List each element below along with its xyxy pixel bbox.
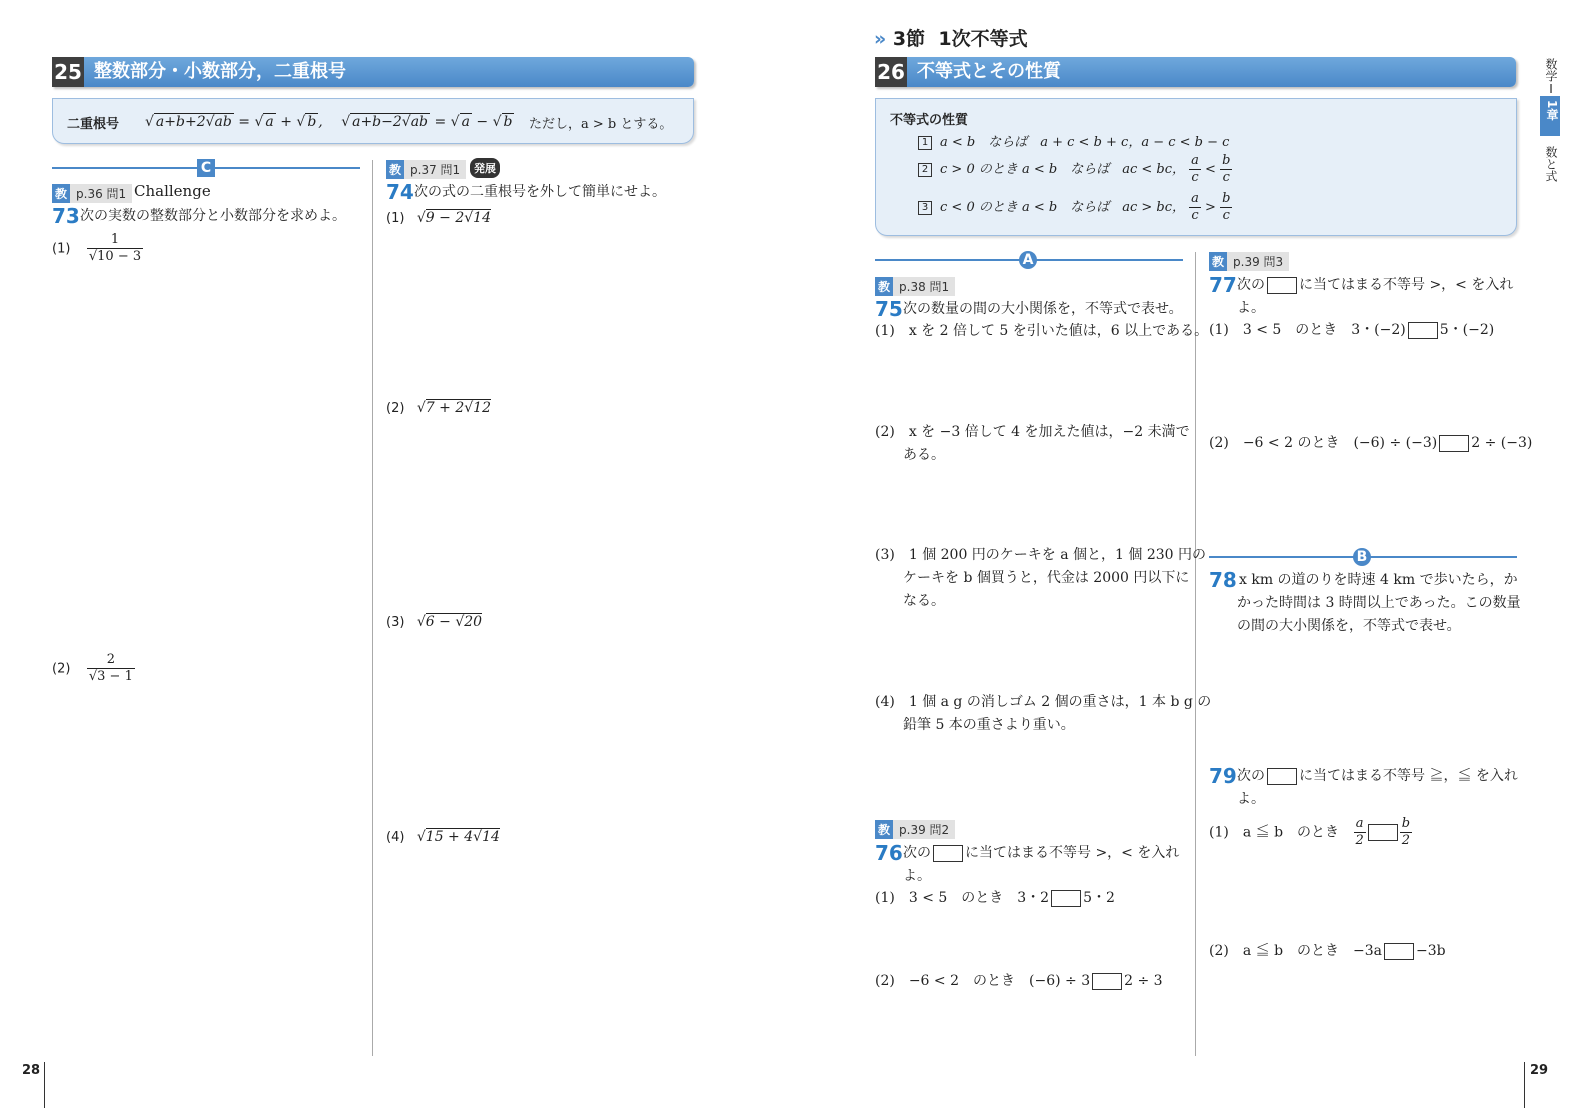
side-subject: 数学Ⅰ [1544, 58, 1558, 96]
q79-number: 79 [1209, 764, 1237, 788]
q78-line3: の間の大小関係を，不等式で表せ。 [1237, 618, 1461, 634]
property-3: 3 c < 0 のとき a < b ならば ac > bc， $\frac{a}{c}$ > $\frac{b}{c}$ [918, 191, 1232, 224]
q77-text: 次の に当てはまる不等号 >，< を入れ [1237, 277, 1514, 293]
q79-text-cont: よ。 [1237, 791, 1265, 807]
section-number: 25 [52, 57, 84, 87]
q77-sub1: (1) 3 < 5 のとき 3・(−2) 5・(−2) [1209, 322, 1495, 338]
q78-line2: かった時間は 3 時間以上であった。この数量 [1237, 595, 1521, 611]
properties-box [875, 98, 1517, 236]
page-number-left: 28 [22, 1063, 41, 1078]
q79-text: 次の に当てはまる不等号 ≧，≦ を入れ [1237, 768, 1518, 784]
q77-ref: 教 p.39 問3 [1209, 252, 1289, 271]
section-number: 26 [875, 57, 907, 87]
q77-text-cont: よ。 [1237, 300, 1265, 316]
q75-sub1: (1) x を 2 倍して 5 を引いた値は，6 以上である。 [875, 323, 1209, 339]
q74-text: 次の式の二重根号を外して簡単にせよ。 [414, 184, 666, 200]
q74-sub2: (2) √7 + 2√12 [386, 400, 491, 416]
q76-text: 次の に当てはまる不等号 >，< を入れ [903, 845, 1180, 861]
page-edge-left [44, 1062, 45, 1108]
q76-number: 76 [875, 841, 903, 865]
q73-sub1: (1) $\frac{1}{√10 - 3}$ [52, 232, 142, 264]
q75-sub3a: (3) 1 個 200 円のケーキを a 個と，1 個 230 円の [875, 547, 1207, 563]
level-c-badge: C [197, 159, 215, 177]
q74-number: 74 [386, 180, 414, 204]
q76-ref: 教 p.39 問2 [875, 820, 955, 839]
chapter-header: » 3節 1次不等式 [874, 28, 1028, 50]
property-1: 1 a < b ならば a + c < b + c，a − c < b − c [918, 131, 1229, 150]
q74-advanced-badge: 発展 [470, 158, 500, 178]
formula-expression: √ a+b+2√ab = √ a + √ b , √ a+b−2√ab = √ a − √ b [145, 114, 513, 130]
q73-sub2: (2) $\frac{2}{√3 - 1}$ [52, 652, 133, 684]
q75-text: 次の数量の間の大小関係を，不等式で表せ。 [903, 301, 1183, 317]
level-a-badge: A [1019, 251, 1037, 269]
property-2: 2 c > 0 のとき a < b ならば ac < bc， $\frac{a}{c}$ < $\frac{b}{c}$ [918, 153, 1232, 186]
q76-sub1: (1) 3 < 5 のとき 3・2 5・2 [875, 890, 1115, 906]
formula-box [52, 98, 694, 144]
q74-sub3: (3) √6 − √20 [386, 614, 483, 630]
q73-tag: Challenge [134, 182, 211, 200]
q77-number: 77 [1209, 273, 1237, 297]
q78-line1: x km の道のりを時速 4 km で歩いたら，か [1239, 572, 1518, 588]
formula-note: ただし，a > b とする。 [529, 117, 673, 132]
q75-ref: 教 p.38 問1 [875, 277, 955, 296]
q76-sub2: (2) −6 < 2 のとき (−6) ÷ 3 2 ÷ 3 [875, 973, 1163, 989]
section-25-bar [52, 57, 694, 87]
q74-ref: 教 p.37 問1 [386, 160, 466, 179]
side-chapter-name: 数と式 [1544, 146, 1558, 182]
column-divider [1195, 252, 1196, 1056]
section-title: 不等式とその性質 [917, 61, 1061, 82]
q75-number: 75 [875, 297, 903, 321]
column-divider [372, 160, 373, 1056]
properties-title: 不等式の性質 [890, 113, 969, 128]
q77-sub2: (2) −6 < 2 のとき (−6) ÷ (−3) 2 ÷ (−3) [1209, 435, 1533, 451]
q76-text-cont: よ。 [903, 868, 931, 884]
q79-sub2: (2) a ≦ b のとき −3a −3b [1209, 943, 1446, 959]
page-edge-right [1524, 1062, 1525, 1108]
q75-sub3c: なる。 [903, 593, 945, 609]
side-chapter: 1章 [1545, 100, 1559, 121]
q73-text: 次の実数の整数部分と小数部分を求めよ。 [80, 208, 346, 224]
q73-ref: 教 p.36 問1 [52, 184, 132, 203]
side-chapter-tab [1540, 96, 1560, 136]
q75-sub4a: (4) 1 個 a g の消しゴム 2 個の重さは，1 本 b g の [875, 694, 1212, 710]
q73-number: 73 [52, 204, 80, 228]
q75-sub2b: ある。 [903, 447, 945, 463]
q78-number: 78 [1209, 568, 1237, 592]
page-number-right: 29 [1530, 1063, 1549, 1078]
q75-sub3b: ケーキを b 個買うと，代金は 2000 円以下に [903, 570, 1190, 586]
q74-sub1: (1) √9 − 2√14 [386, 210, 491, 226]
q75-sub2a: (2) x を −3 倍して 4 を加えた値は，−2 未満で [875, 424, 1190, 440]
q74-sub4: (4) √15 + 4√14 [386, 829, 500, 845]
section-26-bar [875, 57, 1516, 87]
q79-sub1: (1) a ≦ b のとき $\frac{a}{2}$ $\frac{b}{2}$ [1209, 816, 1411, 848]
section-title: 整数部分・小数部分，二重根号 [94, 61, 346, 82]
q75-sub4b: 鉛筆 5 本の重さより重い。 [903, 717, 1075, 733]
level-b-badge: B [1353, 548, 1371, 566]
formula-label: 二重根号 [67, 117, 120, 132]
